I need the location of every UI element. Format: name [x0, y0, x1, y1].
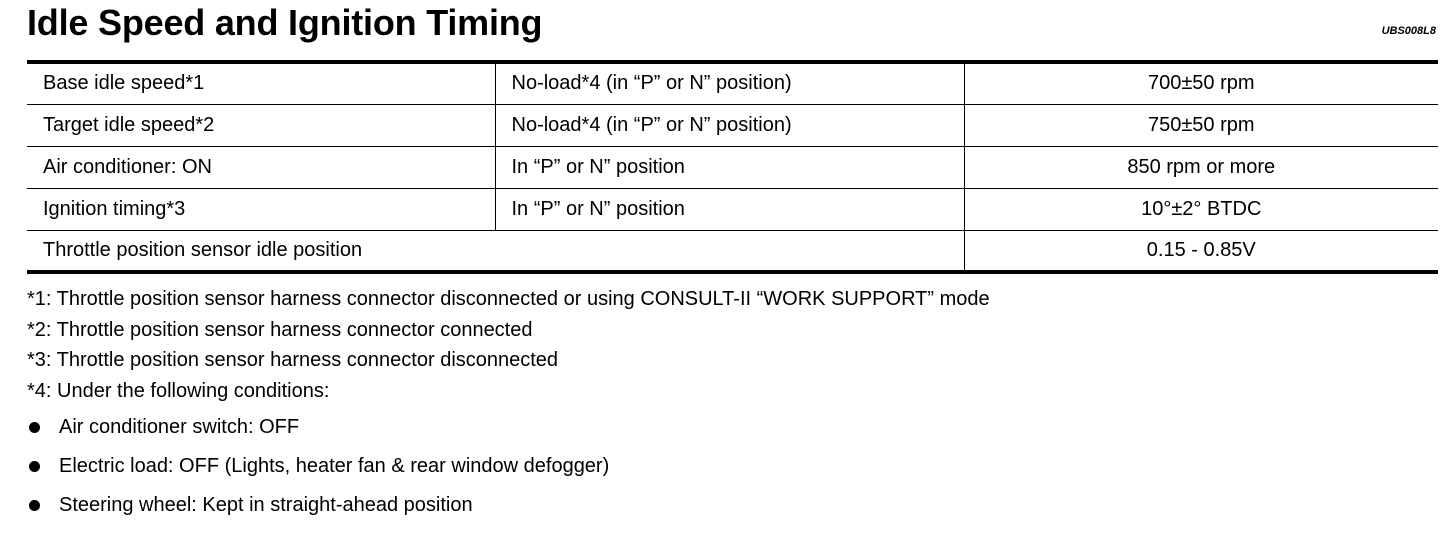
reference-code: UBS008L8 [1381, 25, 1436, 37]
condition-cell: No-load*4 (in “P” or N” position) [495, 104, 964, 146]
list-item-text: Steering wheel: Kept in straight-ahead position [59, 494, 473, 516]
item-cell: Air conditioner: ON [27, 146, 495, 188]
spec-table [27, 60, 1438, 274]
table-row [27, 62, 1438, 104]
page-title: Idle Speed and Ignition Timing [27, 2, 543, 43]
footnote: *4: Under the following conditions: [27, 379, 330, 402]
list-item-text: Electric load: OFF (Lights, heater fan & rear window defogger) [59, 455, 610, 477]
table-row [27, 146, 1438, 188]
item-cell: Ignition timing*3 [27, 188, 495, 230]
bullet-icon [29, 500, 40, 511]
item-cell: Target idle speed*2 [27, 104, 495, 146]
list-item [27, 486, 609, 525]
footnote: *1: Throttle position sensor harness connector disconnected or using CONSULT-II “WORK SUPPORT” mode [27, 288, 990, 310]
item-cell: Base idle speed*1 [27, 62, 495, 104]
condition-cell: No-load*4 (in “P” or N” position) [495, 62, 964, 104]
list-item-text: Air conditioner switch: OFF [59, 416, 300, 438]
value-cell: 850 rpm or more [964, 146, 1438, 188]
table-row [27, 104, 1438, 146]
item-cell: Throttle position sensor idle position [43, 238, 363, 261]
condition-cell: In “P” or N” position [495, 188, 964, 230]
table-row [27, 230, 1438, 272]
condition-list [27, 408, 609, 525]
bullet-icon [29, 422, 40, 433]
condition-cell: In “P” or N” position [495, 146, 964, 188]
footnote: *3: Throttle position sensor harness connector disconnected [27, 349, 559, 371]
bullet-icon [29, 461, 40, 472]
table-row [27, 188, 1438, 230]
footnotes [27, 284, 990, 406]
list-item [27, 447, 609, 486]
footnote: *2: Throttle position sensor harness connector connected [27, 318, 533, 341]
value-cell: 10°±2° BTDC [964, 188, 1438, 230]
list-item [27, 408, 609, 447]
value-cell: 700±50 rpm [964, 62, 1438, 104]
value-cell: 0.15 - 0.85V [964, 230, 1438, 272]
value-cell: 750±50 rpm [964, 104, 1438, 146]
